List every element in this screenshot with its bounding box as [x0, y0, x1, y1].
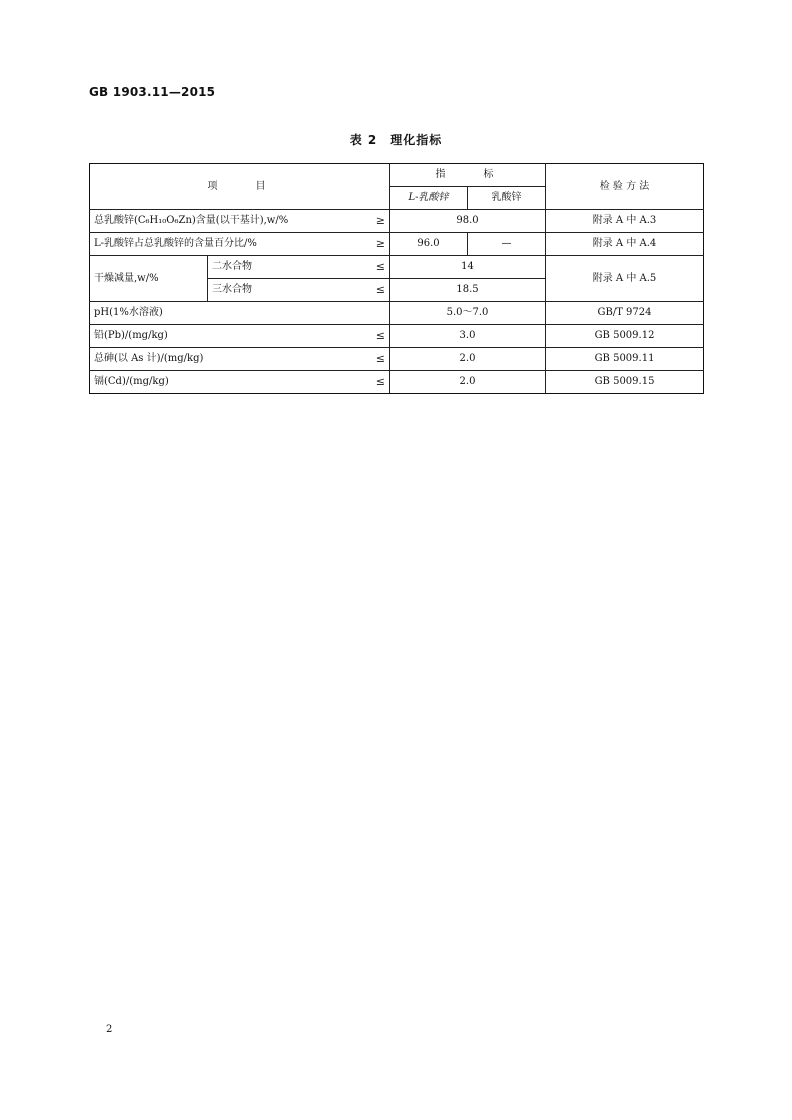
- table-row: [90, 256, 704, 279]
- leq-symbol: ≤: [375, 375, 385, 388]
- row-value-l: 96.0: [390, 233, 468, 256]
- header-item: 项 目: [90, 164, 390, 210]
- header-index: 指 标: [390, 164, 546, 187]
- leq-symbol: ≤: [375, 329, 385, 342]
- geq-symbol: ≥: [375, 237, 385, 250]
- standard-number: GB 1903.11—2015: [89, 85, 216, 99]
- row-value: 3.0: [390, 325, 546, 348]
- header-l-zinc-lactate: L-乳酸锌: [390, 187, 468, 210]
- row-item-label: 镉(Cd)/(mg/kg): [94, 376, 169, 387]
- leq-symbol: ≤: [375, 352, 385, 365]
- row-method: GB 5009.11: [546, 348, 704, 371]
- row-value-dash: —: [468, 233, 546, 256]
- row-item-label: pH(1%水溶液): [90, 302, 390, 325]
- header-zinc-lactate: 乳酸锌: [468, 187, 546, 210]
- page-number: 2: [106, 1024, 113, 1035]
- row-value: 98.0: [390, 210, 546, 233]
- row-value: 2.0: [390, 371, 546, 394]
- table-row: [90, 325, 704, 348]
- row-item-label: L-乳酸锌占总乳酸锌的含量百分比/%: [94, 238, 257, 249]
- header-method: 检 验 方 法: [546, 164, 704, 210]
- table-title: 表 2 理化指标: [349, 133, 443, 147]
- table-row: [90, 210, 704, 233]
- row-value: 5.0～7.0: [390, 302, 546, 325]
- row-group-label: 干燥减量,w/%: [90, 256, 208, 302]
- geq-symbol: ≥: [375, 214, 385, 227]
- row-subitem-label: 三水合物: [212, 284, 252, 295]
- row-method: 附录 A 中 A.5: [546, 256, 704, 302]
- row-subitem-label: 二水合物: [212, 261, 252, 272]
- row-method: GB 5009.12: [546, 325, 704, 348]
- row-item-label: 总砷(以 As 计)/(mg/kg): [94, 353, 204, 364]
- leq-symbol: ≤: [375, 283, 385, 296]
- row-item-label: 铅(Pb)/(mg/kg): [94, 330, 168, 341]
- row-value: 2.0: [390, 348, 546, 371]
- row-item-label: 总乳酸锌(C₆H₁₀O₆Zn)含量(以干基计),w/%: [94, 215, 289, 226]
- table-row: [90, 371, 704, 394]
- specification-table: [89, 163, 704, 394]
- leq-symbol: ≤: [375, 260, 385, 273]
- table-row: [90, 302, 704, 325]
- table-row: [90, 348, 704, 371]
- row-method: 附录 A 中 A.4: [546, 233, 704, 256]
- row-method: 附录 A 中 A.3: [546, 210, 704, 233]
- table-row: [90, 233, 704, 256]
- row-value: 18.5: [390, 279, 546, 302]
- row-method: GB/T 9724: [546, 302, 704, 325]
- row-value: 14: [390, 256, 546, 279]
- row-method: GB 5009.15: [546, 371, 704, 394]
